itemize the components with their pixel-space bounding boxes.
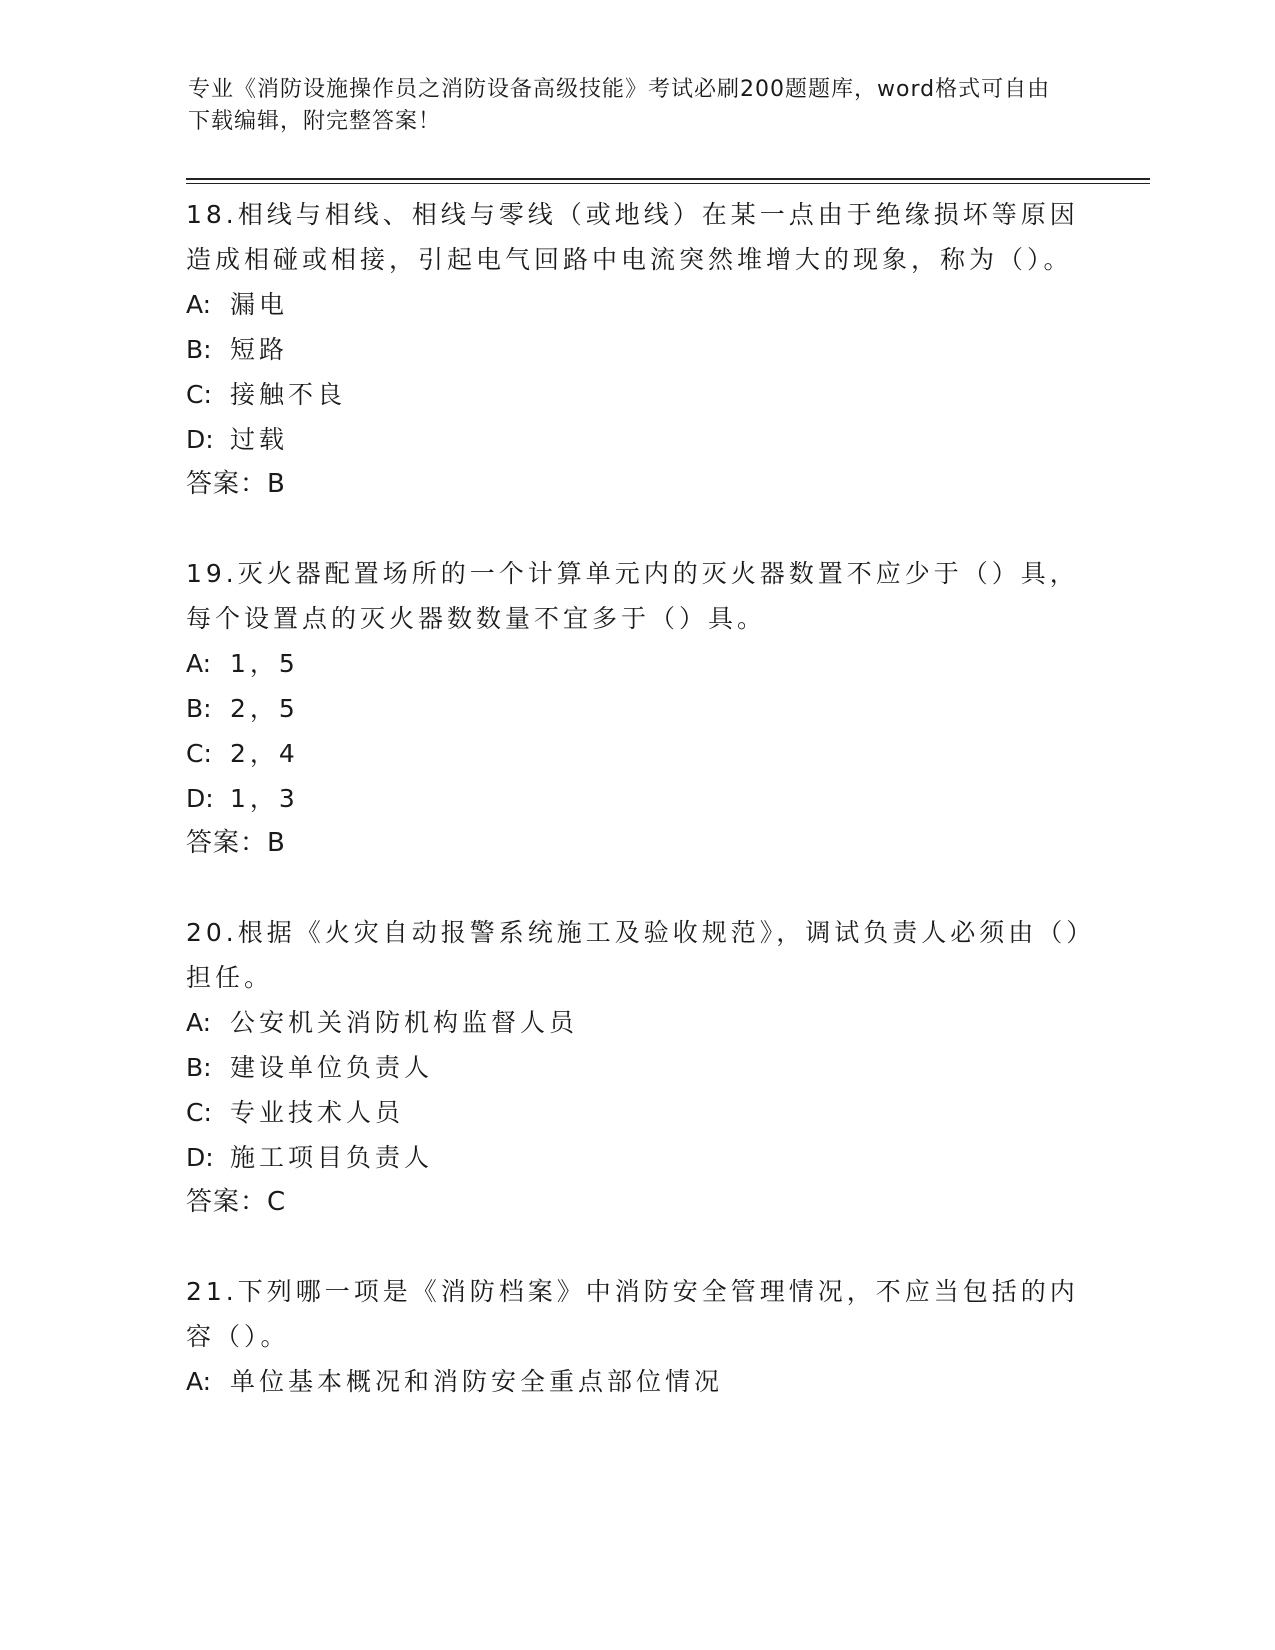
- header-rule-thin: [186, 183, 1150, 184]
- option-text: 施工项目负责人: [230, 1143, 434, 1172]
- answer-text: 答案：B: [186, 469, 286, 499]
- option-letter: C:: [186, 739, 212, 768]
- option-letter: D:: [186, 425, 214, 454]
- question-item: [186, 192, 1086, 507]
- page-header: 专业《消防设施操作员之消防设备高级技能》考试必刷200题题库，word格式可自由下载编辑，附完整答案！: [188, 77, 1051, 134]
- answer-text: 答案：B: [186, 828, 286, 858]
- option-item: [186, 372, 1086, 417]
- option-item: [186, 641, 1086, 686]
- option-text: 1，3: [230, 784, 299, 813]
- option-letter: A:: [186, 649, 212, 678]
- option-letter: B:: [186, 694, 212, 723]
- option-text: 专业技术人员: [230, 1098, 405, 1127]
- option-letter: C:: [186, 1098, 212, 1127]
- option-letter: B:: [186, 335, 212, 364]
- answer-text: 答案：C: [186, 1187, 287, 1217]
- option-letter: B:: [186, 1053, 212, 1082]
- option-item: [186, 327, 1086, 372]
- option-item: [186, 1045, 1086, 1090]
- option-letter: A:: [186, 1008, 212, 1037]
- option-item: [186, 1135, 1086, 1180]
- question-text: 19.灭火器配置场所的一个计算单元内的灭火器数置不应少于（）具，每个设置点的灭火器数数量不宜多于（）具。: [186, 559, 1079, 633]
- question-list: [186, 192, 1086, 1404]
- option-text: 接触不良: [230, 380, 347, 409]
- option-item: [186, 731, 1086, 776]
- option-text: 短路: [230, 335, 289, 364]
- question-text: 18.相线与相线、相线与零线（或地线）在某一点由于绝缘损坏等原因造成相碰或相接，引起电气回路中电流突然堆增大的现象，称为（）。: [186, 200, 1079, 274]
- question-item: [186, 1269, 1086, 1404]
- question-gap: [186, 1225, 1086, 1269]
- option-item: [186, 282, 1086, 327]
- question-text: 21.下列哪一项是《消防档案》中消防安全管理情况，不应当包括的内容（）。: [186, 1277, 1079, 1351]
- option-text: 过载: [230, 425, 289, 454]
- option-letter: C:: [186, 380, 212, 409]
- header-rule: [186, 178, 1150, 180]
- question-item: [186, 910, 1086, 1225]
- option-item: [186, 776, 1086, 821]
- option-text: 漏电: [230, 290, 289, 319]
- option-text: 公安机关消防机构监督人员: [230, 1008, 579, 1037]
- option-item: [186, 686, 1086, 731]
- option-letter: D:: [186, 1143, 214, 1172]
- option-item: [186, 1359, 1086, 1404]
- option-letter: A:: [186, 1367, 212, 1396]
- option-item: [186, 1000, 1086, 1045]
- option-item: [186, 1090, 1086, 1135]
- option-text: 单位基本概况和消防安全重点部位情况: [230, 1367, 724, 1396]
- option-text: 建设单位负责人: [230, 1053, 434, 1082]
- question-gap: [186, 866, 1086, 910]
- option-item: [186, 417, 1086, 462]
- question-text: 20.根据《火灾自动报警系统施工及验收规范》，调试负责人必须由（）担任。: [186, 918, 1083, 992]
- option-text: 2，5: [230, 694, 299, 723]
- option-text: 1，5: [230, 649, 299, 678]
- option-text: 2，4: [230, 739, 299, 768]
- question-item: [186, 551, 1086, 866]
- question-gap: [186, 507, 1086, 551]
- option-letter: D:: [186, 784, 214, 813]
- option-letter: A:: [186, 290, 212, 319]
